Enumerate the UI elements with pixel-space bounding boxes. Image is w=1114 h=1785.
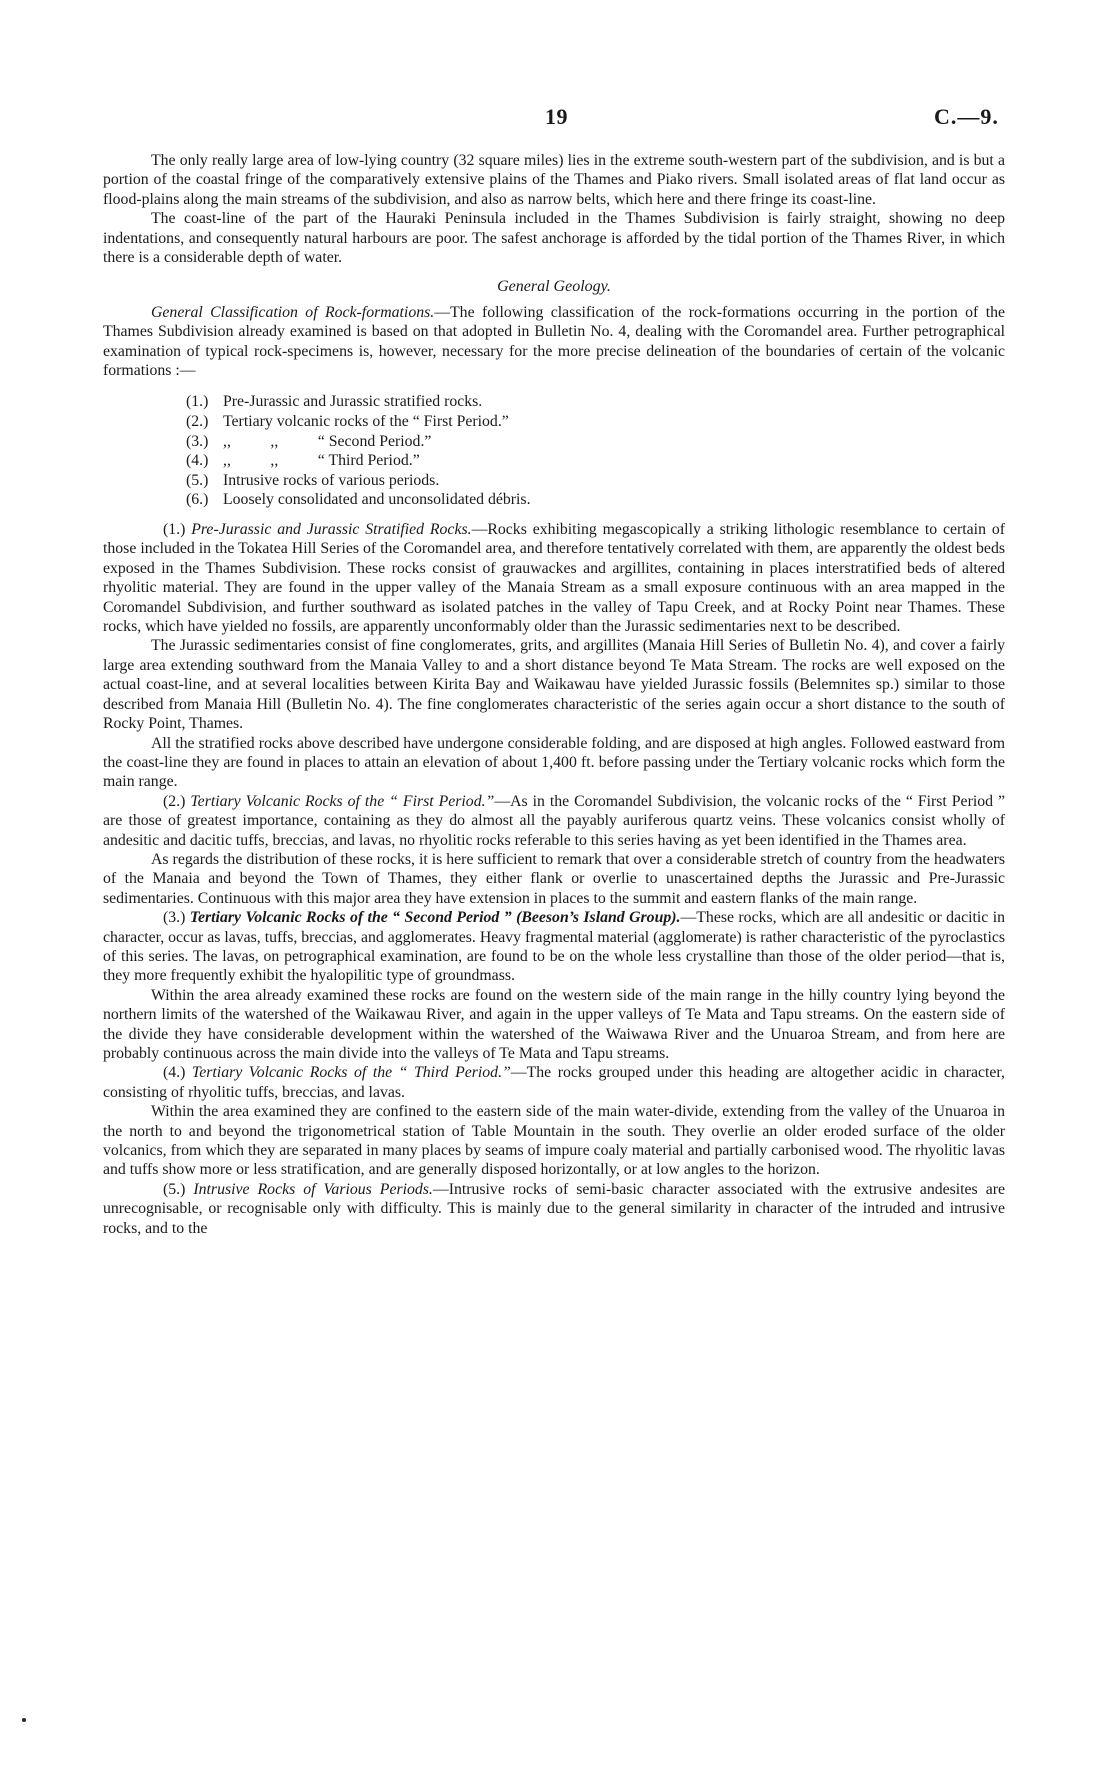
classification-item-text: Tertiary volcanic rocks of the “ First Period.” (223, 413, 509, 431)
section-paragraph: Within the area examined they are confined to the eastern side of the main water-divide, extending from the valley of the Unuaroa in the north to and beyond the trigonometrical station of Table Mountain in the south. They overlie an older eroded surface of the older volcanics, from which they are separated in many places by seams of impure coaly material and partially carbonised wood. The rhyolitic lavas and tuffs show more or less stratification, and are generally disposed horizontally, or at low angles to the horizon. (103, 1103, 1005, 1179)
document-body (103, 151, 1005, 1238)
classification-item-text: Loosely consolidated and unconsolidated débris. (223, 491, 531, 509)
classification-item (186, 432, 1005, 452)
document-reference: C.—9. (934, 104, 999, 129)
classification-title: General Classification of Rock-formations. (151, 303, 435, 321)
classification-item-number: (6.) (186, 491, 209, 509)
classification-text: —The following classification of the rock-formations occurring in the portion of the Thames Subdivision already examined is based on that adopted in Bulletin No. 4, dealing with the Coromandel area. Further petrographical examination of typical rock-specimens is, however, necessary for the more precise delineation of the boundaries of certain of the volcanic formations :— (103, 303, 1005, 380)
classification-paragraph (103, 303, 1005, 381)
scan-speck (22, 1718, 26, 1722)
section-paragraph: Within the area already examined these rocks are found on the western side of the main range in the hilly country lying beyond the northern limits of the watershed of the Waikawau River, and again in the upper valleys of Te Mata and Tapu streams. On the eastern side of the divide they have considerable development within the watershed of the Waiwawa River and the Unuaroa Stream, and from here are probably continuous across the main divide into the valleys of Te Mata and Tapu streams. (103, 986, 1005, 1062)
intro-paragraph: The coast-line of the part of the Hauraki Peninsula included in the Thames Subdivision is fairly straight, showing no deep indentations, and consequently natural harbours are poor. The safest anchorage is afforded by the tidal portion of the Thames River, in which there is a considerable depth of water. (103, 210, 1005, 267)
section-paragraph: As regards the distribution of these rocks, it is here sufficient to remark that over a considerable stretch of country from the headwaters of the Manaia and beyond the Town of Thames, they either flank or overlie to unascertained depths the Jurassic and Pre-Jurassic sedimentaries. Continuous with this major area they have extension in places to the summit and eastern flanks of the main range. (103, 850, 1005, 907)
page-number: 19 (545, 104, 568, 129)
classification-item-text: Intrusive rocks of various periods. (223, 471, 440, 489)
classification-list (103, 392, 1005, 510)
section-title: Pre-Jurassic and Jurassic Stratified Rocks. (191, 521, 472, 539)
section-paragraph: All the stratified rocks above described have undergone considerable folding, and are disposed at high angles. Followed eastward from the coast-line they are found in places to attain an elevation of about 1,400 ft. before passing under the Tertiary volcanic rocks which form the main range. (103, 734, 1005, 791)
section-lead-paragraph (103, 1063, 1005, 1102)
section-number: (1.) (163, 521, 192, 539)
section-lead-paragraph (103, 520, 1005, 636)
section-number: (2.) (163, 792, 191, 810)
classification-item-number: (5.) (186, 471, 209, 489)
classification-item-text: ,, ,, “ Third Period.” (223, 452, 420, 470)
classification-item-number: (1.) (186, 393, 209, 411)
section-lead-text: —Intrusive rocks of semi-basic character associated with the extrusive andesites are unrecognisable, or recognisable only with difficulty. This is mainly due to the general similarity in character of the intruded and intrusive rocks, and to the (103, 1180, 1005, 1237)
section-number: (4.) (163, 1064, 192, 1082)
classification-item (186, 471, 1005, 491)
section-number: (5.) (163, 1180, 194, 1198)
intro-paragraph: The only really large area of low-lying country (32 square miles) lies in the extreme south-western part of the subdivision, and is but a portion of the coastal fringe of the comparatively extensive plains of the Thames and Piako rivers. Small isolated areas of flat land occur as flood-plains along the main streams of the subdivision, and also as narrow belts, which here and there fringe its coast-line. (103, 152, 1005, 208)
section-title: Tertiary Volcanic Rocks of the “ Second Period ” (Beeson’s Island Group). (189, 909, 681, 927)
section-heading-general-geology: General Geology. (497, 278, 611, 296)
section-title: Intrusive Rocks of Various Periods. (193, 1180, 433, 1198)
section-paragraph: The Jurassic sedimentaries consist of fine conglomerates, grits, and argillites (Manaia Hill Series of Bulletin No. 4), and cover a fairly large area extending southward from the Manaia Valley to and a short distance beyond Te Mata Stream. The rocks are well exposed on the actual coast-line, and at several localities between Kirita Bay and Waikawau have yielded Jurassic fossils (Belemnites sp.) similar to those described from Manaia Hill (Bulletin No. 4). The fine conglomerates characteristic of the series again occur a short distance to the south of Rocky Point, Thames. (103, 637, 1005, 733)
section-lead-paragraph (103, 908, 1005, 986)
section-lead-text: —These rocks, which are all andesitic or dacitic in character, occur as lavas, tuffs, breccias, and agglomerates. Heavy fragmental material (agglomerate) is rather characteristic of the pyroclastics of this series. The lavas, on petrographical examination, are found to be on the whole less crystalline than those of the older period—that is, they more frequently exhibit the hyalopilitic type of groundmass. (103, 909, 1005, 985)
classification-item (186, 451, 1005, 471)
classification-item (186, 490, 1005, 510)
classification-item-number: (4.) (186, 452, 209, 470)
classification-item-text: Pre-Jurassic and Jurassic stratified rocks. (223, 393, 483, 411)
section-lead-text: —The rocks grouped under this heading are altogether acidic in character, consisting of rhyolitic tuffs, breccias, and lavas. (103, 1064, 1006, 1101)
section-title: Tertiary Volcanic Rocks of the “ First Period.” (190, 792, 495, 810)
classification-item-text: ,, ,, “ Second Period.” (223, 432, 432, 450)
section-lead-text: —As in the Coromandel Subdivision, the volcanic rocks of the “ First Period ” are those of greatest importance, containing as they do almost all the payably auriferous quartz veins. These volcanics consist wholly of andesitic and dacitic tuffs, breccias, and lavas, no rhyolitic rocks referable to this series having as yet been identified in the Thames area. (103, 792, 1005, 849)
classification-item-number: (3.) (186, 432, 209, 450)
section-lead-paragraph (103, 792, 1005, 850)
section-title: Tertiary Volcanic Rocks of the “ Third Period.” (191, 1064, 511, 1082)
section-lead-paragraph (103, 1180, 1005, 1238)
section-number: (3.) (163, 909, 190, 927)
classification-item (186, 392, 1005, 412)
classification-item (186, 412, 1005, 432)
classification-item-number: (2.) (186, 413, 209, 431)
section-lead-text: —Rocks exhibiting megascopically a striking lithologic resemblance to certain of those included in the Tokatea Hill Series of the Coromandel area, and therefore tentatively correlated with them, are apparently the oldest beds exposed in the Thames Subdivision. These rocks consist of grauwackes and argillites, containing in places interstratified beds of altered rhyolitic material. They are found in the upper valley of the Manaia Stream as a small exposure continuous with an area mapped in the Coromandel Subdivision, and further southward as isolated patches in the valley of Tapu Creek, and at Rocky Point near Thames. These rocks, which have yielded no fossils, are apparently unconformably older than the Jurassic sedimentaries next to be described. (103, 521, 1005, 636)
